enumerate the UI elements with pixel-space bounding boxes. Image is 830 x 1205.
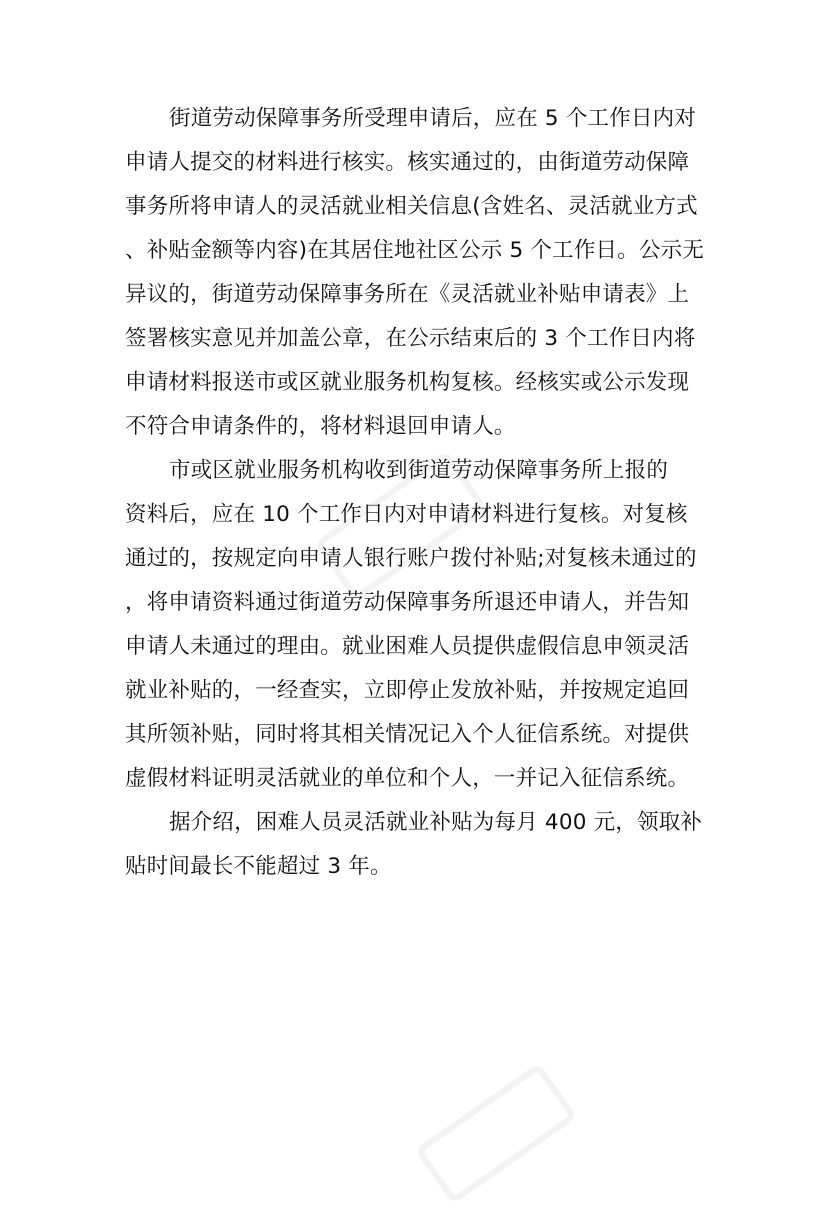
text-line: 就业补贴的，一经查实，立即停止发放补贴，并按规定追回 [125,678,690,703]
text-line: 街道劳动保障事务所受理申请后，应在 5 个工作日内对 [169,106,697,131]
text-line: 签署核实意见并加盖公章，在公示结束后的 3 个工作日内将 [125,326,696,351]
text-line: ，将申请资料通过街道劳动保障事务所退还申请人，并告知 [125,590,690,615]
paragraph-subsidy-amount [125,801,725,889]
paragraph-recheck-process [125,449,725,801]
text-line: 申请人提交的材料进行核实。核实通过的，由街道劳动保障 [125,150,690,175]
text-line: 事务所将申请人的灵活就业相关信息(含姓名、灵活就业方式 [125,194,698,219]
text-line: 市或区就业服务机构收到街道劳动保障事务所上报的 [169,458,669,483]
watermark-mark [400,1080,600,1180]
text-line: 贴时间最长不能超过 3 年。 [125,854,392,879]
text-line: 通过的，按规定向申请人银行账户拨付补贴;对复核未通过的 [125,546,697,571]
text-line: 虚假材料证明灵活就业的单位和个人，一并记入征信系统。 [125,766,690,791]
text-line: 其所领补贴，同时将其相关情况记入个人征信系统。对提供 [125,722,690,747]
text-line: 、补贴金额等内容)在其居住地社区公示 5 个工作日。公示无 [125,238,705,263]
text-line: 申请材料报送市或区就业服务机构复核。经核实或公示发现 [125,370,690,395]
text-line: 不符合申请条件的，将材料退回申请人。 [125,414,516,439]
paragraph-review-process [125,97,725,449]
text-line: 申请人未通过的理由。就业困难人员提供虚假信息申领灵活 [125,634,690,659]
text-line: 据介绍，困难人员灵活就业补贴为每月 400 元，领取补 [169,810,703,835]
text-line: 异议的，街道劳动保障事务所在《灵活就业补贴申请表》上 [125,282,690,307]
document-body [125,97,725,889]
text-line: 资料后，应在 10 个工作日内对申请材料进行复核。对复核 [125,502,688,527]
